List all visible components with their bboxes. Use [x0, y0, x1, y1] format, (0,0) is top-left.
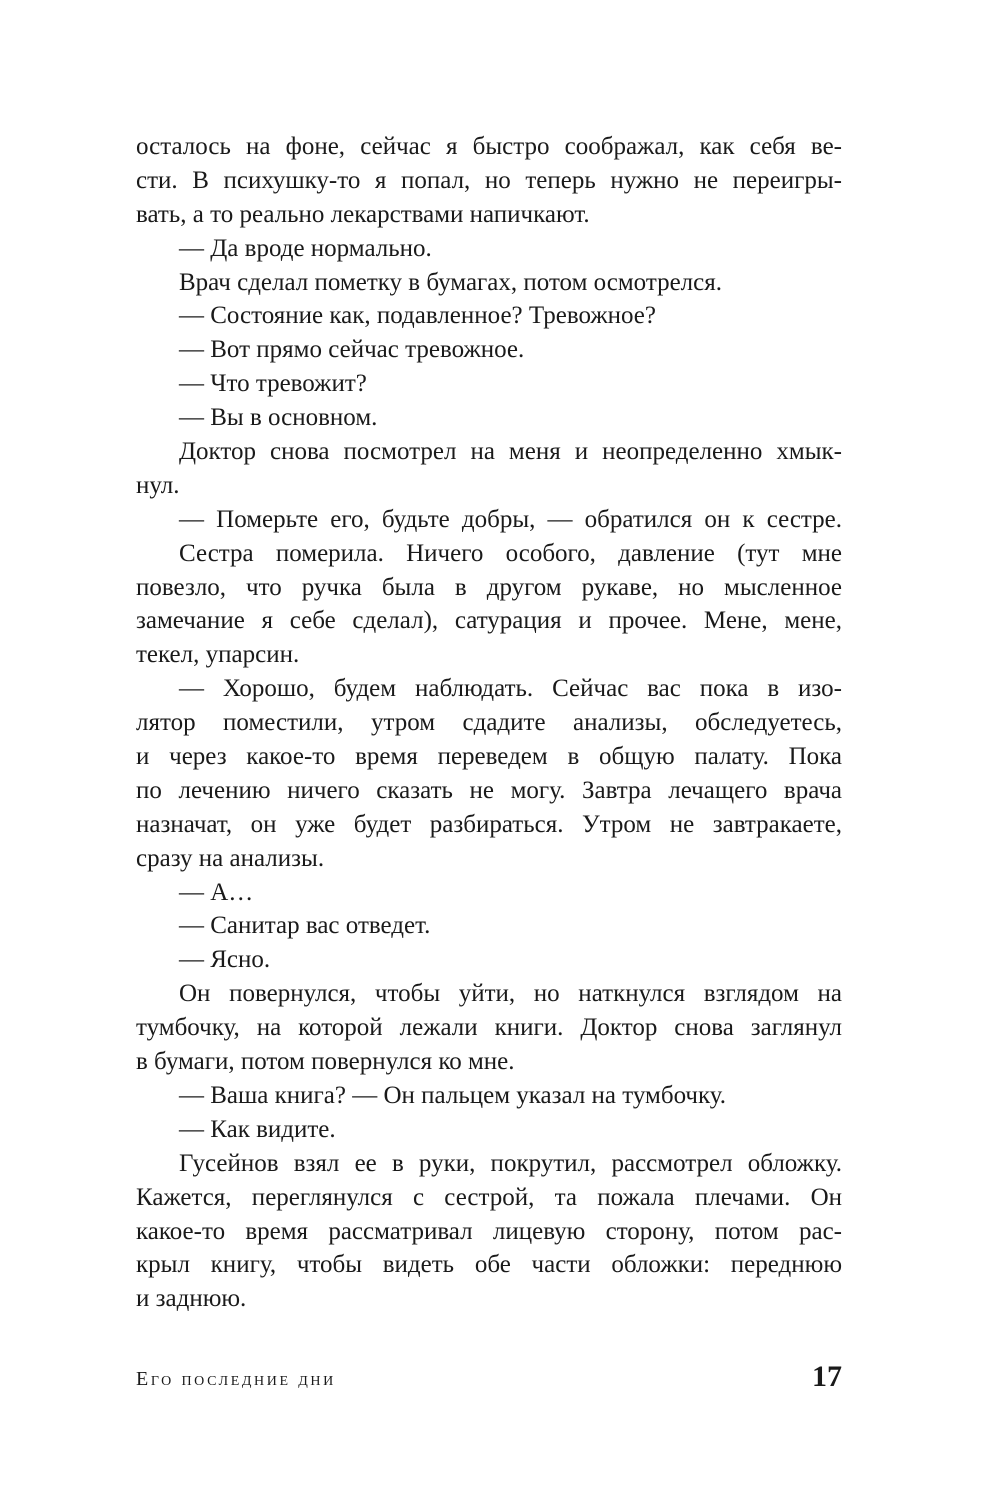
text-line: назначат, он уже будет разбираться. Утром не завтракаете, [136, 810, 842, 838]
text-line: — Вы в основном. [179, 404, 378, 432]
text-line: сразу на анализы. [136, 844, 325, 872]
running-title: Его последние дни [136, 1368, 336, 1390]
text-line: нул. [136, 471, 180, 499]
text-line: — Вот прямо сейчас тревожное. [179, 336, 525, 364]
text-line: тумбочку, на которой лежали книги. Доктор снова заглянул [136, 1014, 842, 1042]
text-line: текел, упарсин. [136, 641, 300, 669]
text-line: — А… [179, 878, 254, 906]
page-footer [136, 1360, 842, 1400]
text-line: какое-то время рассматривал лицевую сторону, потом рас- [136, 1217, 842, 1245]
text-line: Он повернулся, чтобы уйти, но наткнулся взглядом на [179, 980, 842, 1008]
text-line: Доктор снова посмотрел на меня и неопределенно хмык- [179, 438, 842, 466]
text-line: — Ваша книга? — Он пальцем указал на тумбочку. [179, 1081, 727, 1109]
text-line: по лечению ничего сказать не могу. Завтра лечащего врача [136, 776, 842, 804]
text-line: Врач сделал пометку в бумагах, потом осмотрелся. [179, 268, 722, 296]
text-line: — Что тревожит? [179, 370, 367, 398]
text-line: Кажется, переглянулся с сестрой, та пожала плечами. Он [136, 1183, 842, 1211]
text-line: — Хорошо, будем наблюдать. Сейчас вас пока в изо- [179, 675, 842, 703]
page-number: 17 [812, 1360, 842, 1393]
text-line: Сестра померила. Ничего особого, давление (тут мне [179, 539, 842, 567]
text-line: сти. В психушку-то я попал, но теперь нужно не переигры- [136, 166, 842, 194]
text-line: в бумаги, потом повернулся ко мне. [136, 1048, 515, 1076]
text-line: — Как видите. [179, 1115, 336, 1143]
text-line: — Состояние как, подавленное? Тревожное? [179, 302, 656, 330]
text-line: замечание я себе сделал), сатурация и прочее. Мене, мене, [136, 607, 842, 635]
text-line: осталось на фоне, сейчас я быстро соображал, как себя ве- [136, 133, 842, 160]
text-line: и заднюю. [136, 1285, 247, 1313]
text-line: лятор поместили, утром сдадите анализы, обследуетесь, [136, 709, 842, 737]
text-line: и через какое-то время переведем в общую палату. Пока [136, 743, 842, 771]
text-line: крыл книгу, чтобы видеть обе части обложки: переднюю [136, 1251, 842, 1279]
body-text [136, 130, 842, 1316]
text-line: — Померьте его, будьте добры, — обратился он к сестре. [179, 505, 842, 533]
text-line: — Да вроде нормально. [179, 234, 432, 262]
text-line: повезло, что ручка была в другом рукаве, но мысленное [136, 573, 842, 601]
text-line: вать, а то реально лекарствами напичкают. [136, 200, 590, 228]
text-line: — Санитар вас отведет. [179, 912, 431, 940]
text-line: Гусейнов взял ее в руки, покрутил, рассмотрел обложку. [179, 1149, 842, 1177]
text-line: — Ясно. [179, 946, 271, 974]
